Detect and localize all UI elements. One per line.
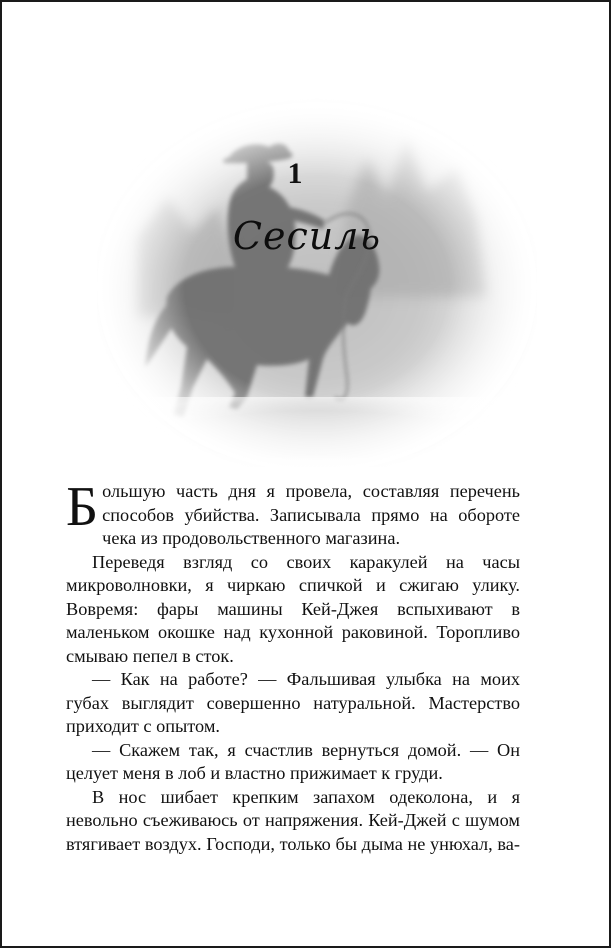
paragraph-5: В нос шибает крепким запахом одеколона, и я невольно съеживаюсь от напряжения. Кей-Джей с шумом втягивает воздух. Господи, только бы дыма не унюхал, ва- <box>66 786 520 854</box>
cowboy-illustration <box>97 97 537 467</box>
cowboy-on-horse-silhouette-icon <box>97 97 537 467</box>
paragraph-2: Переведя взгляд со своих каракулей на часы микроволновки, я чиркаю спичкой и сжигаю улику. Вовремя: фары машины Кей-Джея вспыхивают в маленьком окошке над кухонной раковиной. Торопливо смываю пепел в сток. <box>66 551 520 666</box>
paragraph-4: — Скажем так, я счастлив вернуться домой. — Он целует меня в лоб и властно прижимает к груди. <box>66 739 520 783</box>
chapter-number: 1 <box>287 157 303 190</box>
paragraph-1: Большую часть дня я провела, составляя перечень способов убийства. Записывала прямо на обороте чека из продовольственного магазина. <box>66 476 520 548</box>
drop-cap: Б <box>66 476 99 538</box>
chapter-title: Сесиль <box>232 214 382 258</box>
paragraph-3: — Как на работе? — Фальшивая улыбка на моих губах выглядит совершенно натуральной. Мастерство приходит с опытом. <box>66 669 520 736</box>
body-text <box>66 476 520 856</box>
